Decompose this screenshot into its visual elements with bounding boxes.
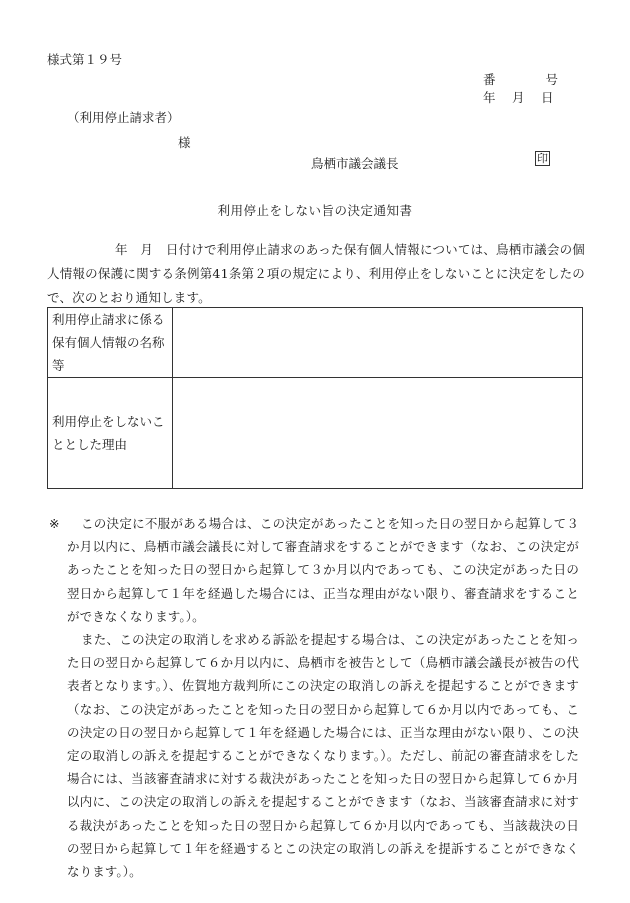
table-label-reason: 利用停止をしないこととした理由 (48, 378, 173, 489)
seal-stamp: 印 (537, 152, 548, 165)
form-number: 様式第１９号 (47, 52, 123, 67)
info-table (47, 307, 583, 489)
body-paragraph: 年 月 日付けで利用停止請求のあった保有個人情報については、鳥栖市議会の個人情報の保護に関する条例第41条第２項の規定により、利用停止をしないことに決定をしたので、次のとおり通知します。 (47, 242, 585, 305)
note-mark: ※ (49, 516, 60, 531)
table-value-reason (173, 378, 583, 489)
document-title: 利用停止をしない旨の決定通知書 (217, 203, 413, 218)
note-paragraph-2: また、この決定の取消しを求める訴訟を提起する場合は、この決定があったことを知った日の翌日から起算して６か月以内に、鳥栖市を被告として（鳥栖市議会議長が被告の代表者となります。）、佐賀地方裁判所にこの決定の取消しの訴えを提起することができます（なお、この決定があったことを知った日の翌日から起算して６か月以内であっても、この決定の日の翌日から起算して１年を経過した場合には、正当な理由がない限り、この決定の取消しの訴えを提起することができなくなります。）。ただし、前記の審査請求をした場合には、当該審査請求に対する裁決があったことを知った日の翌日から起算して６か月以内に、この決定の取消しの訴えを提起することができます（なお、当該審査請求に対する裁決があったことを知った日の翌日から起算して６か月以内であっても、当該裁決の日の翌日から起算して１年を経過するとこの決定の取消しの訴えを提訴することができなくなります。）。 (67, 632, 579, 880)
document-date: 年 月 日 (483, 90, 554, 105)
note-paragraph-1: この決定に不服がある場合は、この決定があったことを知った日の翌日から起算して３か月以内に、鳥栖市議会議長に対して審査請求をすることができます（なお、この決定があったことを知った日の翌日から起算して３か月以内であっても、この決定があった日の翌日から起算して１年を経過した場合には、正当な理由がない限り、審査請求をすることができなくなります。）。 (67, 516, 579, 624)
table-value-info-name (173, 308, 583, 378)
notes-section (47, 512, 579, 883)
table-row (48, 308, 583, 378)
table-row (48, 378, 583, 489)
table-label-info-name: 利用停止請求に係る保有個人情報の名称等 (48, 308, 173, 378)
requester-label: （利用停止請求者） (67, 110, 180, 125)
issuer-name: 鳥栖市議会議長 (311, 156, 399, 171)
honorific: 様 (178, 135, 191, 150)
document-number: 番 号 (483, 72, 559, 87)
